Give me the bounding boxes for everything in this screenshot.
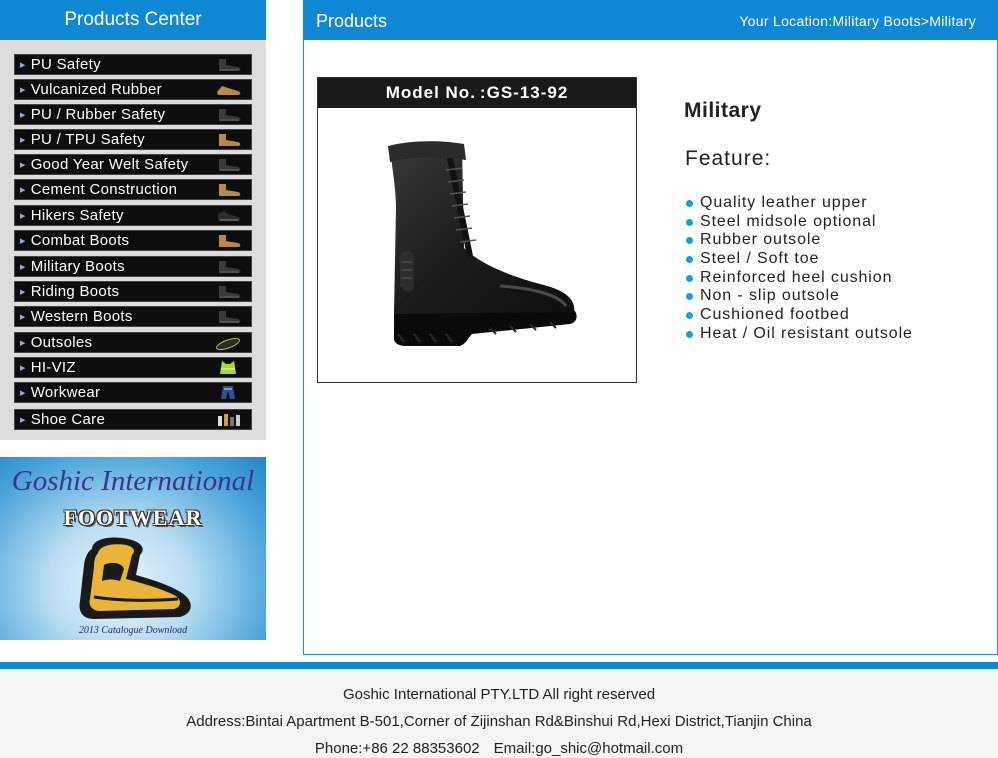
category-item[interactable] <box>14 230 252 251</box>
category-label: Military Boots <box>30 258 125 275</box>
boot-tan-icon <box>214 182 242 197</box>
model-label: Model No. <box>385 83 476 102</box>
feature-text: Heat / Oil resistant outsole <box>700 324 913 342</box>
feature-item <box>686 213 913 232</box>
arrow-right-icon: ▶ <box>20 136 26 144</box>
arrow-right-icon: ▶ <box>20 111 26 119</box>
boot-tan-icon <box>214 233 242 248</box>
breadcrumb-item-military-boots[interactable]: Military Boots <box>832 13 921 29</box>
category-item[interactable] <box>14 79 252 100</box>
arrow-right-icon: ▶ <box>20 186 26 194</box>
category-label: Hikers Safety <box>30 207 124 224</box>
arrow-right-icon: ▶ <box>20 212 26 220</box>
arrow-right-icon: ▶ <box>20 161 26 169</box>
boot-dark-icon <box>214 309 242 324</box>
arrow-right-icon: ▶ <box>20 288 26 296</box>
footer-address: Address:Bintai Apartment B-501,Corner of Zijinshan Rd&Binshui Rd,Hexi District,Tianjin China <box>186 713 812 730</box>
arrow-right-icon: ▶ <box>20 263 26 271</box>
feature-text: Steel / Soft toe <box>700 250 820 268</box>
hiker-icon <box>214 208 242 223</box>
breadcrumb-separator: : <box>828 13 833 29</box>
feature-list <box>686 194 913 344</box>
product-name: Military <box>684 99 762 122</box>
arrow-right-icon: ▶ <box>20 237 26 245</box>
category-label: Cement Construction <box>30 181 178 198</box>
bullet-icon <box>686 275 693 282</box>
feature-item <box>686 287 913 306</box>
catalogue-download-banner[interactable] <box>0 457 266 640</box>
footer-email[interactable]: Email:go_shic@hotmail.com <box>493 740 684 757</box>
category-item[interactable] <box>14 205 252 226</box>
category-item[interactable] <box>14 154 252 175</box>
boot-dark-icon <box>214 57 242 72</box>
sidebar-title: Products Center <box>64 9 202 30</box>
feature-item <box>686 306 913 325</box>
category-label: PU / TPU Safety <box>30 131 145 148</box>
military-boot-image-icon <box>380 138 580 353</box>
arrow-right-icon: ▶ <box>20 364 26 372</box>
category-item[interactable] <box>14 281 252 302</box>
boot-tan-icon <box>214 132 242 147</box>
bullet-icon <box>686 219 693 226</box>
boot-dark-icon <box>214 259 242 274</box>
category-label: Outsoles <box>30 334 93 351</box>
bullet-icon <box>686 237 693 244</box>
category-label: PU Safety <box>30 56 101 73</box>
footer-phone: Phone:+86 22 88353602 <box>314 740 480 757</box>
feature-text: Rubber outsole <box>700 231 822 249</box>
feature-heading: Feature: <box>685 147 772 170</box>
bullet-icon <box>686 293 693 300</box>
feature-item <box>686 231 913 250</box>
product-image-box <box>317 77 637 383</box>
footer-divider <box>0 662 998 669</box>
category-item[interactable] <box>14 409 252 430</box>
footer-contact <box>0 740 998 757</box>
feature-item <box>686 325 913 344</box>
sidebar-header <box>0 0 266 40</box>
category-item[interactable] <box>14 256 252 277</box>
arrow-right-icon: ▶ <box>20 313 26 321</box>
workwear-icon <box>214 385 242 400</box>
feature-text: Steel midsole optional <box>700 212 877 230</box>
footer-copyright: Goshic International PTY.LTD All right reserved <box>342 686 656 703</box>
category-label: Workwear <box>30 384 101 401</box>
model-separator: : <box>479 83 487 102</box>
category-label: Vulcanized Rubber <box>30 81 162 98</box>
feature-text: Quality leather upper <box>700 194 868 211</box>
feature-text: Cushioned footbed <box>700 306 850 324</box>
category-item[interactable] <box>14 332 252 353</box>
bullet-icon <box>686 200 693 207</box>
feature-item <box>686 250 913 269</box>
catalogue-download-link[interactable]: 2013 Catalogue Download <box>78 625 188 636</box>
category-label: Riding Boots <box>30 283 120 300</box>
category-label: HI-VIZ <box>30 359 76 376</box>
goshic-boot-logo-icon <box>70 535 200 623</box>
breadcrumb-item-current: Military <box>929 13 976 29</box>
shoe-tan-icon <box>214 82 242 97</box>
category-item[interactable] <box>14 129 252 150</box>
feature-item <box>686 194 913 213</box>
category-label: Combat Boots <box>30 232 130 249</box>
page-title: Products <box>316 11 388 31</box>
model-number-bar <box>318 78 636 108</box>
hi-viz-vest-icon <box>214 360 242 375</box>
promo-subtitle: FOOTWEAR <box>63 505 203 530</box>
footer <box>0 669 998 758</box>
breadcrumb <box>739 13 976 29</box>
category-item[interactable] <box>14 357 252 378</box>
breadcrumb-arrow: > <box>920 13 930 29</box>
shoe-care-icon <box>214 412 242 427</box>
category-item[interactable] <box>14 104 252 125</box>
arrow-right-icon: ▶ <box>20 339 26 347</box>
category-item[interactable] <box>14 306 252 327</box>
feature-text: Non - slip outsole <box>700 287 840 305</box>
category-item[interactable] <box>14 54 252 75</box>
arrow-right-icon: ▶ <box>20 416 26 424</box>
bullet-icon <box>686 312 693 319</box>
boot-dark-icon <box>214 157 242 172</box>
category-item[interactable] <box>14 382 252 403</box>
boot-dark-icon <box>214 107 242 122</box>
feature-item <box>686 269 913 288</box>
category-label: Western Boots <box>30 308 133 325</box>
category-menu <box>0 40 266 440</box>
boot-dark-icon <box>214 284 242 299</box>
promo-title: Goshic International <box>11 465 255 497</box>
category-label: PU / Rubber Safety <box>30 106 166 123</box>
category-label: Good Year Welt Safety <box>30 156 189 173</box>
arrow-right-icon: ▶ <box>20 86 26 94</box>
arrow-right-icon: ▶ <box>20 389 26 397</box>
arrow-right-icon: ▶ <box>20 61 26 69</box>
category-item[interactable] <box>14 179 252 200</box>
main-header <box>303 0 998 40</box>
feature-text: Reinforced heel cushion <box>700 268 893 286</box>
bullet-icon <box>686 331 693 338</box>
model-number: GS-13-92 <box>486 83 569 102</box>
bullet-icon <box>686 256 693 263</box>
category-label: Shoe Care <box>30 411 106 428</box>
outsole-icon <box>214 335 242 350</box>
breadcrumb-prefix: Your Location <box>739 13 829 29</box>
